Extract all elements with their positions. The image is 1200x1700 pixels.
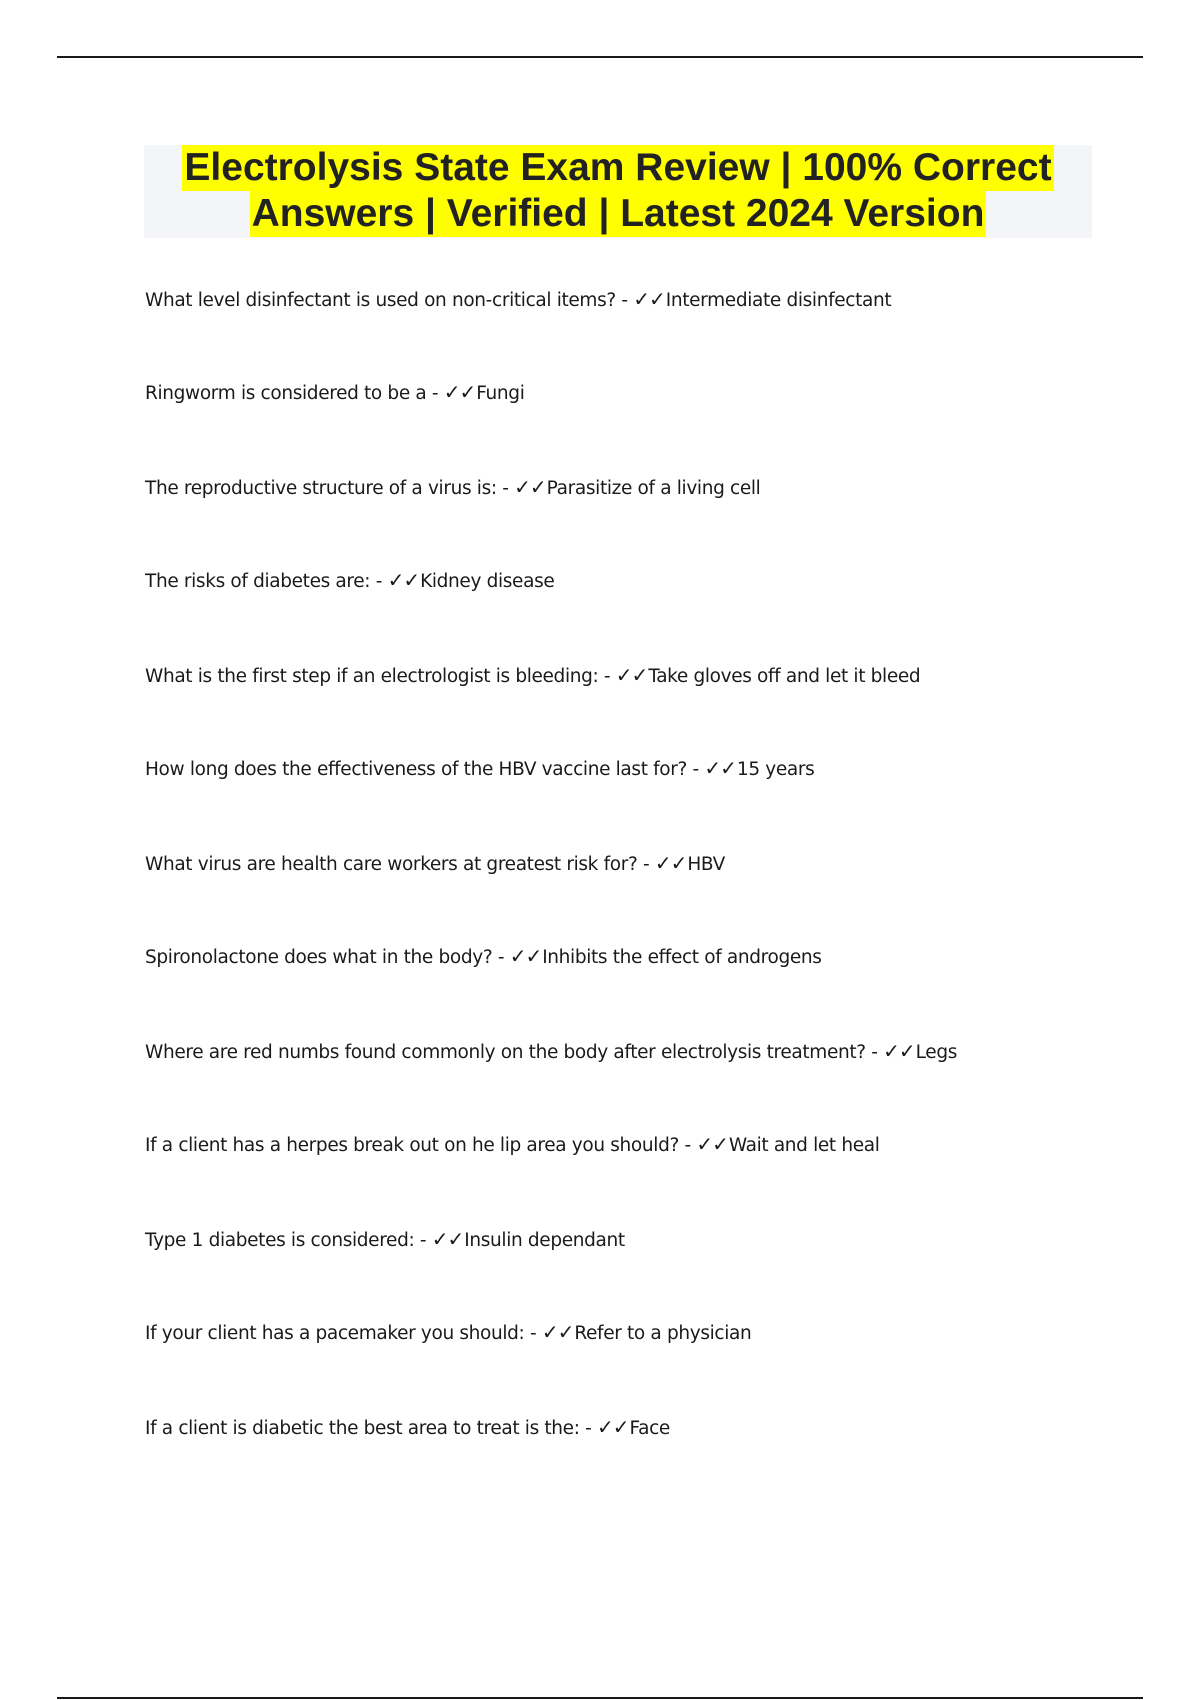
answer-text: Refer to a physician — [574, 1323, 752, 1344]
answer-text: Intermediate disinfectant — [665, 290, 892, 311]
question-text: If your client has a pacemaker you should: — [145, 1323, 525, 1344]
double-check-icon: ✓✓ — [597, 1415, 629, 1439]
double-check-icon: ✓✓ — [509, 944, 542, 968]
qa-item — [145, 1320, 751, 1346]
answer-text: Take gloves off and let it bleed — [648, 666, 921, 687]
qa-item — [145, 1415, 670, 1441]
double-check-icon: ✓✓ — [704, 756, 736, 780]
separator: - — [598, 666, 616, 687]
qa-item — [145, 380, 525, 406]
bottom-rule — [57, 1697, 1143, 1699]
question-text: Where are red numbs found commonly on the body after electrolysis treatment? — [145, 1042, 866, 1063]
separator: - — [492, 947, 510, 968]
separator: - — [865, 1042, 884, 1063]
separator: - — [615, 290, 634, 311]
answer-text: Wait and let heal — [728, 1135, 880, 1156]
question-text: What is the first step if an electrologist is bleeding: — [145, 666, 599, 687]
qa-item — [145, 1227, 625, 1253]
answer-text: Fungi — [476, 383, 525, 404]
answer-text: Inhibits the effect of androgens — [542, 947, 822, 968]
qa-item — [145, 756, 814, 782]
answer-text: Face — [629, 1418, 670, 1439]
question-text: Type 1 diabetes is considered: — [145, 1230, 415, 1251]
question-text: The risks of diabetes are: — [145, 571, 371, 592]
answer-text: Kidney disease — [420, 571, 555, 592]
page-title-line-1: Electrolysis State Exam Review | 100% Correct — [184, 146, 1052, 189]
answer-text: HBV — [687, 854, 725, 875]
question-text: The reproductive structure of a virus is: — [145, 478, 497, 499]
qa-item — [145, 568, 554, 594]
question-text: How long does the effectiveness of the HBV vaccine last for? — [145, 759, 687, 780]
double-check-icon: ✓✓ — [431, 1227, 464, 1251]
double-check-icon: ✓✓ — [654, 851, 687, 875]
double-check-icon: ✓✓ — [514, 475, 546, 499]
answer-text: Legs — [915, 1042, 958, 1063]
separator: - — [414, 1230, 432, 1251]
separator: - — [426, 383, 444, 404]
answer-text: Insulin dependant — [464, 1230, 625, 1251]
double-check-icon: ✓✓ — [696, 1132, 728, 1156]
qa-item — [145, 287, 891, 313]
double-check-icon: ✓✓ — [541, 1320, 574, 1344]
separator: - — [687, 759, 705, 780]
question-text: Ringworm is considered to be a — [145, 383, 427, 404]
separator: - — [678, 1135, 697, 1156]
qa-item — [145, 663, 920, 689]
qa-item — [145, 944, 822, 970]
qa-item — [145, 1039, 957, 1065]
question-text: Spironolactone does what in the body? — [145, 947, 493, 968]
qa-item — [145, 475, 760, 501]
double-check-icon: ✓✓ — [615, 663, 648, 687]
double-check-icon: ✓✓ — [387, 568, 420, 592]
double-check-icon: ✓✓ — [883, 1039, 915, 1063]
separator: - — [370, 571, 388, 592]
separator: - — [524, 1323, 542, 1344]
double-check-icon: ✓✓ — [633, 287, 665, 311]
title-block — [144, 145, 1092, 238]
question-text: What virus are health care workers at greatest risk for? — [145, 854, 638, 875]
double-check-icon: ✓✓ — [443, 380, 476, 404]
page-title-line-2: Answers | Verified | Latest 2024 Version — [251, 192, 985, 235]
separator: - — [579, 1418, 597, 1439]
qa-item — [145, 851, 725, 877]
answer-text: Parasitize of a living cell — [546, 478, 761, 499]
question-text: What level disinfectant is used on non-critical items? — [145, 290, 616, 311]
question-text: If a client is diabetic the best area to treat is the: — [145, 1418, 580, 1439]
top-rule — [57, 56, 1143, 58]
separator: - — [496, 478, 515, 499]
qa-item — [145, 1132, 880, 1158]
answer-text: 15 years — [736, 759, 815, 780]
question-text: If a client has a herpes break out on he lip area you should? — [145, 1135, 679, 1156]
separator: - — [637, 854, 655, 875]
